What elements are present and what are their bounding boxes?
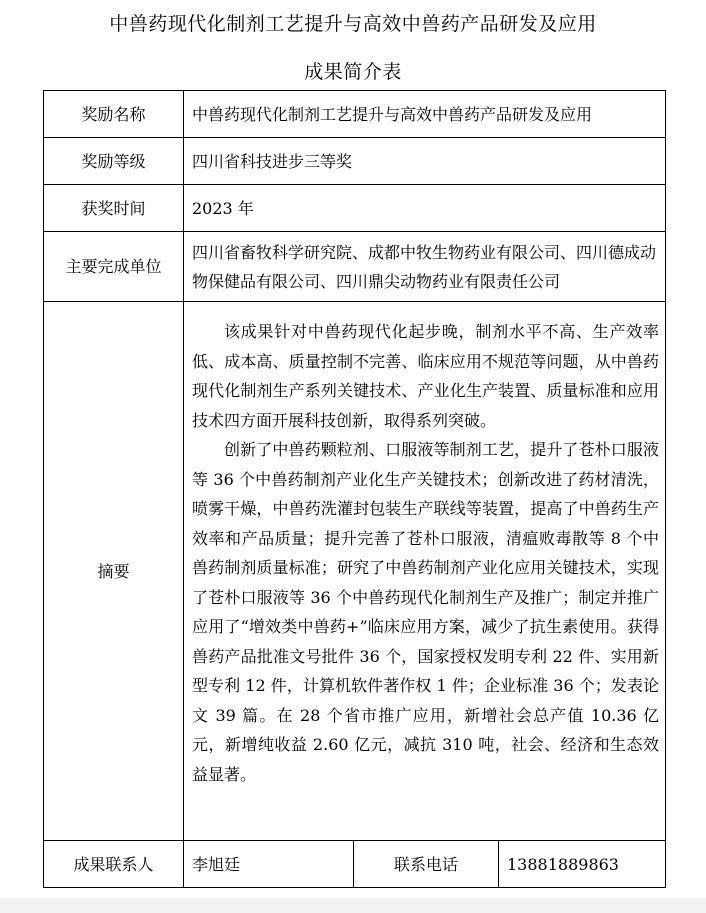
abstract-content xyxy=(184,302,666,841)
row-award-time xyxy=(44,185,666,232)
award-time-label: 获奖时间 xyxy=(44,185,184,232)
achievement-table xyxy=(43,90,666,888)
row-award-name xyxy=(44,91,666,138)
phone-label: 联系电话 xyxy=(354,841,499,888)
contact-label: 成果联系人 xyxy=(44,841,184,888)
row-contact xyxy=(44,841,666,888)
award-level-label: 奖励等级 xyxy=(44,138,184,185)
row-award-level xyxy=(44,138,666,185)
award-level-value: 四川省科技进步三等奖 xyxy=(184,138,666,185)
contact-name: 李旭廷 xyxy=(184,841,354,888)
abstract-paragraph-2: 创新了中兽药颗粒剂、口服液等制剂工艺，提升了苍朴口服液等 36 个中兽药制剂产业化生产关键技术；创新改进了药材清洗，喷雾干燥，中兽药洗灌封包装生产联线等装置，提高了中兽药生产效率和产品质量；提升完善了苍朴口服液，清瘟败毒散等 8 个中兽药制剂质量标准；研究了中兽药制剂产业化应用关键技术，实现了苍朴口服液等 36 个中兽药现代化制剂生产及推广；制定并推广应用了“增效类中兽药+”临床应用方案，减少了抗生素使用。获得兽药产品批准文号批件 36 个，国家授权发明专利 22 件、实用新型专利 12 件，计算机软件著作权 1 件；企业标准 36 个；发表论文 39 篇。在 28 个省市推广应用，新增社会总产值 10.36 亿元，新增纯收益 2.60 亿元，减抗 310 吨，社会、经济和生态效益显著。 xyxy=(192,440,660,784)
award-name-value: 中兽药现代化制剂工艺提升与高效中兽药产品研发及应用 xyxy=(184,91,666,138)
row-units xyxy=(44,232,666,302)
phone-value: 13881889863 xyxy=(499,841,666,888)
page-bottom-bar xyxy=(0,898,706,913)
award-name-label: 奖励名称 xyxy=(44,91,184,138)
units-value: 四川省畜牧科学研究院、成都中牧生物药业有限公司、四川德成动物保健品有限公司、四川鼎尖动物药业有限责任公司 xyxy=(184,232,666,302)
award-time-value: 2023 年 xyxy=(184,185,666,232)
document-subtitle: 成果简介表 xyxy=(304,61,402,83)
row-abstract xyxy=(44,302,666,841)
units-label: 主要完成单位 xyxy=(44,232,184,302)
document-title: 中兽药现代化制剂工艺提升与高效中兽药产品研发及应用 xyxy=(109,13,597,35)
abstract-label: 摘要 xyxy=(44,302,184,841)
abstract-paragraph-1: 该成果针对中兽药现代化起步晚，制剂水平不高、生产效率低、成本高、质量控制不完善、临床应用不规范等问题，从中兽药现代化制剂生产系列关键技术、产业化生产装置、质量标准和应用技术四方面开展科技创新，取得系列突破。 xyxy=(192,322,660,430)
